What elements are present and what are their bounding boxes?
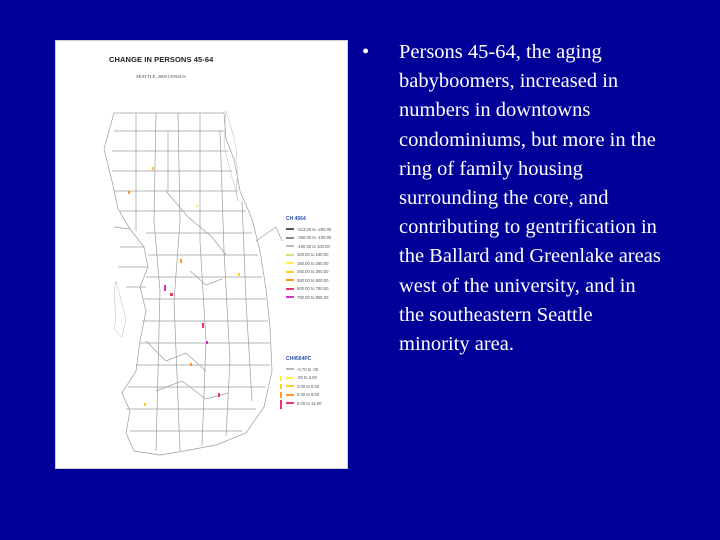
legend-label: -100.00 to 100.00 [297,243,330,249]
legend-row [286,234,348,243]
city-outline [104,113,272,455]
legend-row [286,391,348,400]
legend-swatch [286,237,294,239]
legend-swatch [286,254,294,256]
legend-row [286,374,348,383]
census-map-panel [55,40,348,469]
legend-label: 350.00 to 500.00 [297,277,329,283]
percent-legend [286,356,348,408]
legend-row [286,382,348,391]
legend-swatch [286,228,294,230]
legend-swatch [286,394,294,396]
legend-label: 9.00 to 12.00 [297,400,322,406]
slide-bullet [362,38,662,359]
legend-row [286,399,348,408]
legend-swatch [286,279,294,281]
legend-swatch [286,296,294,298]
bullet-text: Persons 45-64, the aging babyboomers, increased in numbers in downtowns condominiums, but more in the ring of family housing surrounding the core, and contributing to gentrification in the Ballard and Greenlake areas west of the university, and in the southeastern Seattle minority area. [399,41,661,356]
legend-label: 3.00 to 5.00 [297,383,320,389]
bullet-marker: • [362,41,370,63]
percent-legend-bars [280,376,282,409]
water-body [224,111,238,201]
legend-label: 260.00 to 350.00 [297,269,329,275]
change-legend [286,216,348,302]
legend-row [286,225,348,234]
legend-label: -250.00 to -100.00 [297,235,332,241]
legend-swatch [286,368,294,370]
legend-row [286,268,348,277]
legend-row [286,276,348,285]
legend-row [286,242,348,251]
legend-label: .00 to 3.00 [297,375,317,381]
legend-swatch [286,288,294,290]
legend-swatch [286,377,294,379]
legend-label: 180.00 to 260.00 [297,260,329,266]
legend-swatch [286,271,294,273]
legend-swatch [286,385,294,387]
legend-row [286,259,348,268]
legend-row [286,293,348,302]
tract-highlights [128,167,240,406]
change-legend-title: CH 4564 [286,216,306,222]
legend-swatch [286,245,294,247]
legend-label: 5.00 to 9.00 [297,392,320,398]
map-subtitle: SEATTLE, 2000 CENSUS [136,74,186,79]
legend-swatch [286,402,294,404]
legend-label: 500.00 to 790.00 [297,286,329,292]
legend-swatch [286,262,294,264]
legend-label: 790.00 to 855.00 [297,294,329,300]
legend-row [286,365,348,374]
legend-label: 100.00 to 180.00 [297,252,329,258]
legend-label: -0.70 to .00 [297,366,319,372]
legend-row [286,285,348,294]
legend-label: -513.00 to -250.00 [297,226,332,232]
percent-legend-title: CH4564PC [286,356,312,362]
legend-row [286,251,348,260]
map-title: CHANGE IN PERSONS 45-64 [109,55,214,64]
